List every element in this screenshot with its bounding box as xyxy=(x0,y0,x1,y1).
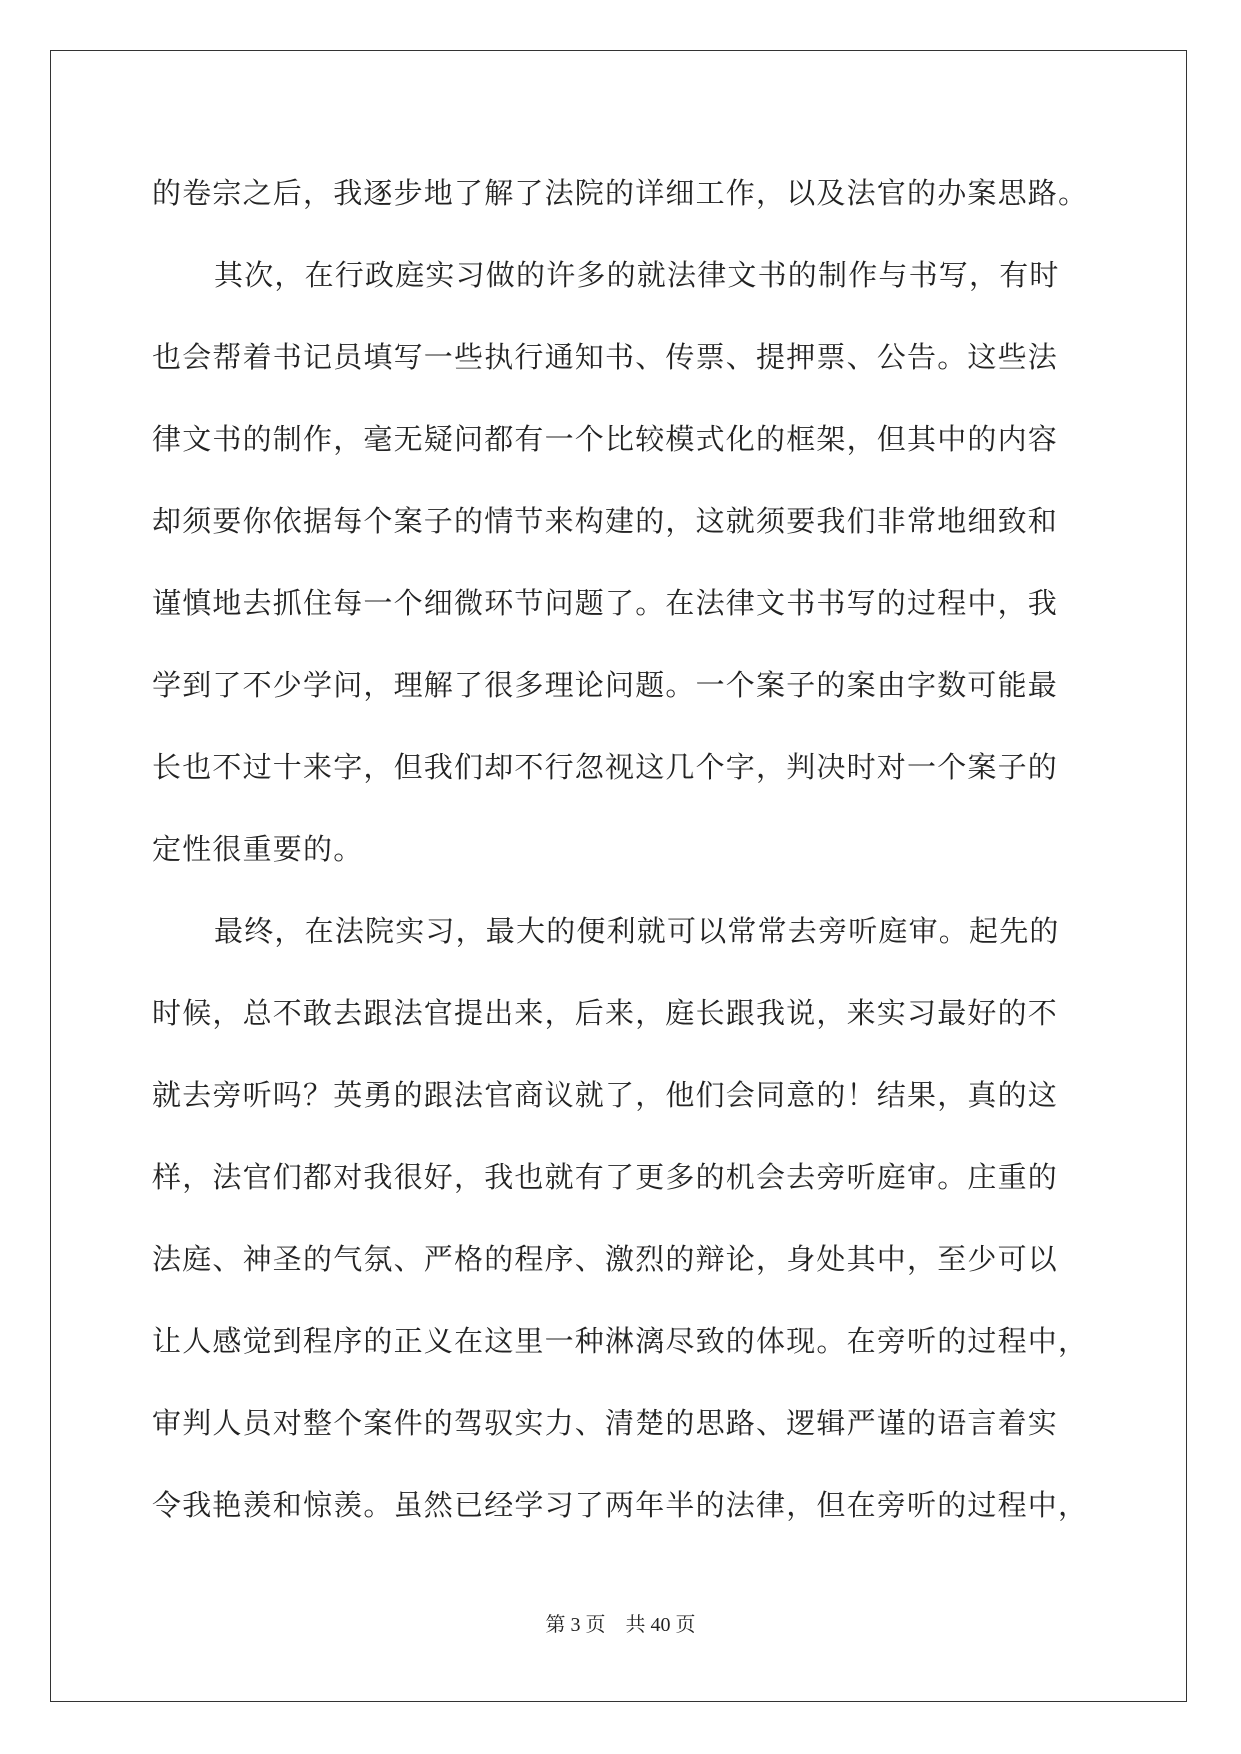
text-line: 时候，总不敢去跟法官提出来，后来，庭长跟我说，来实习最好的不 xyxy=(152,996,1059,1030)
text-line: 的卷宗之后，我逐步地了解了法院的详细工作，以及法官的办案思路。 xyxy=(152,176,1089,210)
text-line: 就去旁听吗？英勇的跟法官商议就了，他们会同意的！结果，真的这 xyxy=(152,1078,1059,1112)
text-line: 样，法官们都对我很好，我也就有了更多的机会去旁听庭审。庄重的 xyxy=(152,1160,1059,1194)
text-line: 律文书的制作，毫无疑问都有一个比较模式化的框架，但其中的内容 xyxy=(152,422,1059,456)
page-number: 第 3 页 xyxy=(545,1614,606,1636)
text-line: 长也不过十来字，但我们却不行忽视这几个字，判决时对一个案子的 xyxy=(152,750,1059,784)
page-total: 共 40 页 xyxy=(625,1614,696,1636)
page-footer xyxy=(0,1613,1241,1637)
document-body xyxy=(152,152,1092,1546)
text-line: 让人感觉到程序的正义在这里一种淋漓尽致的体现。在旁听的过程中， xyxy=(152,1324,1089,1358)
text-line: 令我艳羡和惊羡。虽然已经学习了两年半的法律，但在旁听的过程中， xyxy=(152,1488,1089,1522)
text-line: 谨慎地去抓住每一个细微环节问题了。在法律文书书写的过程中，我 xyxy=(152,586,1059,620)
text-line: 也会帮着书记员填写一些执行通知书、传票、提押票、公告。这些法 xyxy=(152,340,1059,374)
text-line: 却须要你依据每个案子的情节来构建的，这就须要我们非常地细致和 xyxy=(152,504,1059,538)
text-line: 审判人员对整个案件的驾驭实力、清楚的思路、逻辑严谨的语言着实 xyxy=(152,1406,1059,1440)
text-line: 学到了不少学问，理解了很多理论问题。一个案子的案由字数可能最 xyxy=(152,668,1059,702)
text-line: 其次，在行政庭实习做的许多的就法律文书的制作与书写，有时 xyxy=(214,258,1060,292)
text-line: 最终，在法院实习，最大的便利就可以常常去旁听庭审。起先的 xyxy=(214,914,1060,948)
text-line: 法庭、神圣的气氛、严格的程序、激烈的辩论，身处其中，至少可以 xyxy=(152,1242,1059,1276)
text-line: 定性很重要的。 xyxy=(152,832,364,866)
